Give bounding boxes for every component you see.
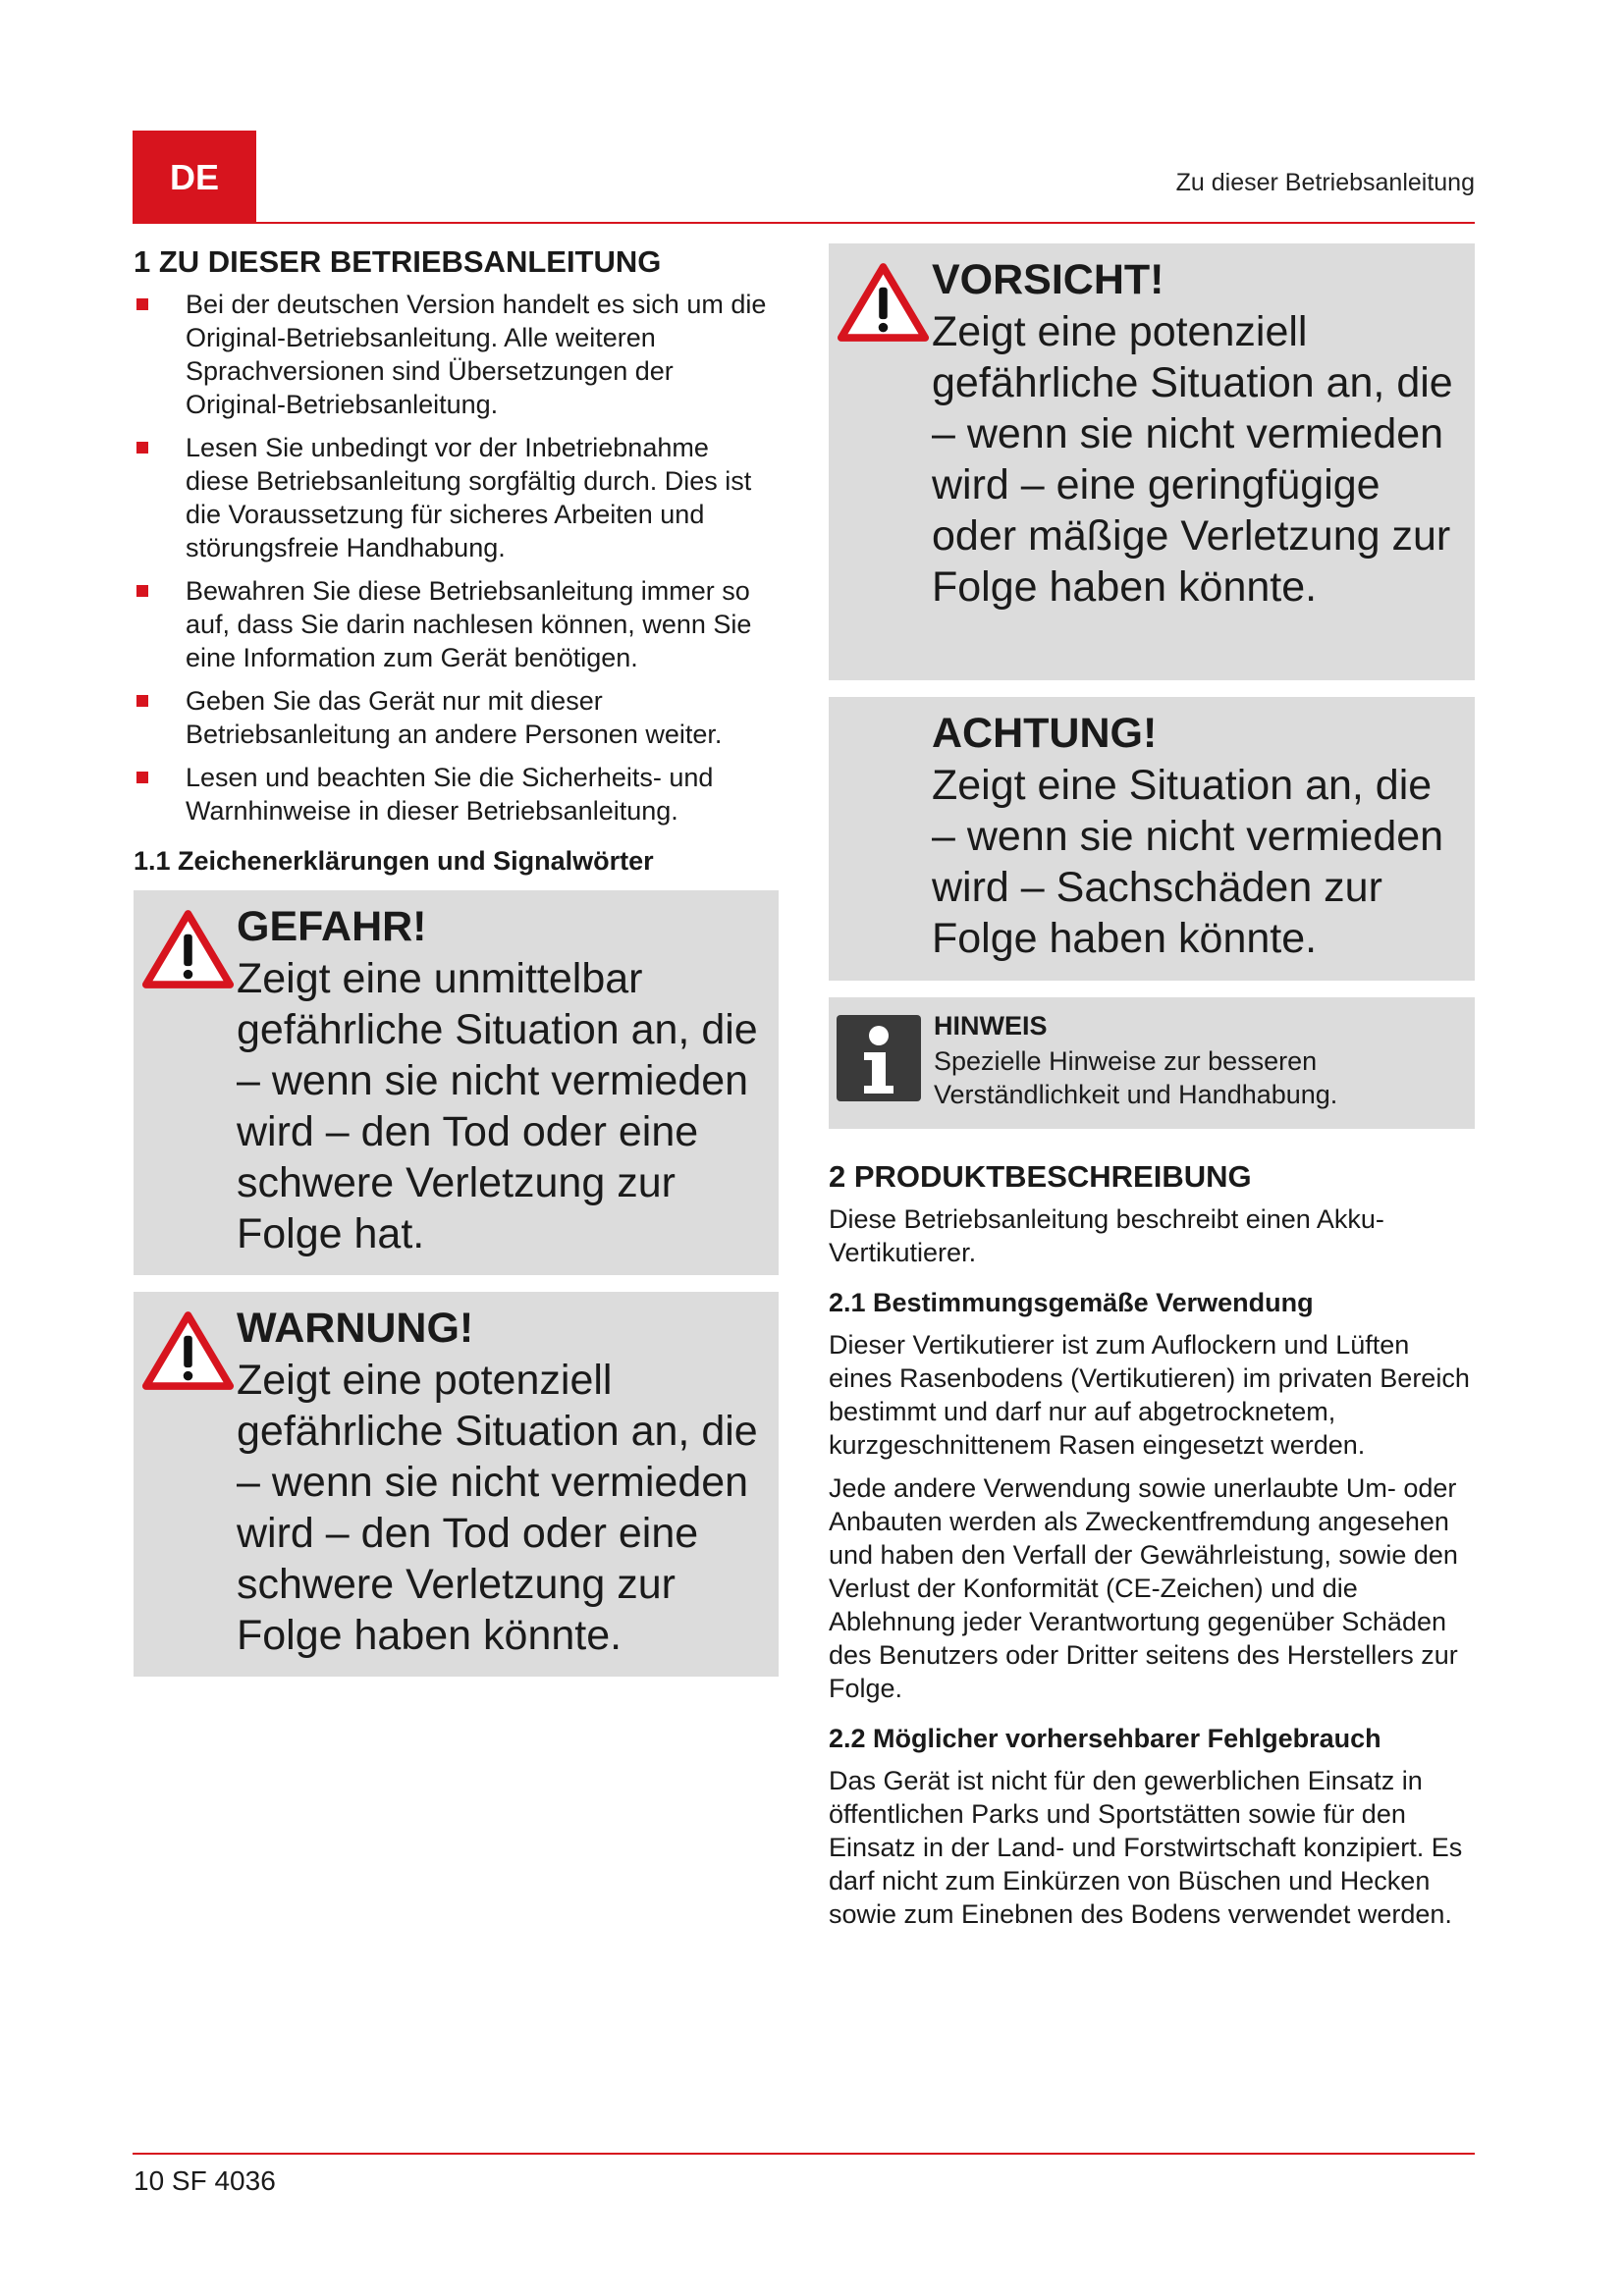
language-tab: DE [133, 131, 256, 224]
header-divider [133, 222, 1475, 224]
footer-divider [133, 2153, 1475, 2155]
notice-title: ACHTUNG! [932, 710, 1158, 757]
danger-callout [134, 890, 779, 1275]
list-item: Geben Sie das Gerät nur mit dieser Betriebsanleitung an andere Personen weiter. [134, 684, 779, 751]
bullet-square-icon [136, 298, 148, 310]
warning-triangle-icon [141, 1309, 235, 1392]
hint-text: Spezielle Hinweise zur besseren Verständlichkeit und Handhabung. [934, 1046, 1338, 1109]
info-icon [837, 1015, 921, 1101]
page-number: 10 SF 4036 [134, 2165, 276, 2196]
warning-triangle-icon [837, 261, 930, 344]
bullet-square-icon [136, 585, 148, 597]
subsection-2-1-title: 2.1 Bestimmungsgemäße Verwendung [829, 1288, 1314, 1318]
instruction-list [134, 288, 779, 828]
list-item: Bei der deutschen Version handelt es sich um die Original-Betriebsanleitung. Alle weiteren Sprachversionen sind Übersetzungen der Original-Betriebsanleitung. [134, 288, 779, 421]
subsection-1-1-title: 1.1 Zeichenerklärungen und Signalwörter [134, 846, 654, 877]
caution-text: Zeigt eine potenziell gefährliche Situation an, die – wenn sie nicht vermieden wird – eine geringfügige oder mäßige Verletzung zur Folge haben könnte. [932, 308, 1453, 611]
warning-triangle-icon [141, 908, 235, 990]
caution-title: VORSICHT! [932, 256, 1164, 303]
danger-text: Zeigt eine unmittelbar gefährliche Situation an, die – wenn sie nicht vermieden wird – den Tod oder eine schwere Verletzung zur Folge hat. [237, 954, 758, 1257]
hint-callout [829, 997, 1475, 1129]
right-column [829, 243, 1475, 1941]
list-item: Lesen und beachten Sie die Sicherheits- und Warnhinweise in dieser Betriebsanleitung. [134, 761, 779, 828]
bullet-square-icon [136, 442, 148, 454]
danger-title: GEFAHR! [237, 902, 427, 950]
caution-callout [829, 243, 1475, 680]
subsection-2-2-title: 2.2 Möglicher vorhersehbarer Fehlgebrauch [829, 1723, 1381, 1753]
list-item: Bewahren Sie diese Betriebsanleitung immer so auf, dass Sie darin nachlesen können, wenn Sie eine Information zum Gerät benötigen. [134, 574, 779, 674]
notice-text: Zeigt eine Situation an, die – wenn sie nicht vermieden wird – Sachschäden zur Folge haben könnte. [932, 762, 1444, 962]
warning-callout [134, 1292, 779, 1677]
subsection-2-2-text: Das Gerät ist nicht für den gewerblichen Einsatz in öffentlichen Parks und Sportstätten sowie für den Einsatz in der Land- und Forstwirtschaft konzipiert. Es darf nicht zum Einkürzen von Büschen und Hecken sowie zum Einebnen des Bodens verwendet werden. [829, 1765, 1463, 1929]
section-2-title: 2 PRODUKTBESCHREIBUNG [829, 1159, 1252, 1194]
warning-title: WARNUNG! [237, 1304, 474, 1352]
running-header-title: Zu dieser Betriebsanleitung [1175, 169, 1475, 196]
notice-callout [829, 697, 1475, 981]
left-column [134, 243, 779, 1677]
list-item: Lesen Sie unbedingt vor der Inbetriebnahme diese Betriebsanleitung sorgfältig durch. Dies ist die Voraussetzung für sicheres Arbeiten und störungsfreie Handhabung. [134, 431, 779, 564]
subsection-2-1-paragraph-2: Jede andere Verwendung sowie unerlaubte Um- oder Anbauten werden als Zweckentfremdung angesehen und haben den Verfall der Gewährleistung, sowie den Verlust der Konformität (CE-Zeichen) und die Ablehnung jeder Verantwortung gegenüber Schäden des Benutzers oder Dritter seitens des Herstellers zur Folge. [829, 1472, 1458, 1703]
warning-text: Zeigt eine potenziell gefährliche Situation an, die – wenn sie nicht vermieden wird – den Tod oder eine schwere Verletzung zur Folge haben könnte. [237, 1356, 758, 1659]
bullet-square-icon [136, 772, 148, 783]
hint-title: HINWEIS [934, 1011, 1048, 1041]
subsection-2-1-paragraph-1: Dieser Vertikutierer ist zum Auflockern und Lüften eines Rasenbodens (Vertikutieren) im privaten Bereich bestimmt und darf nur auf abgetrocknetem, kurzgeschnittenem Rasen eingesetzt werden. [829, 1329, 1470, 1460]
bullet-square-icon [136, 695, 148, 707]
section-1-title: 1 ZU DIESER BETRIEBSANLEITUNG [134, 244, 662, 279]
section-2-text: Diese Betriebsanleitung beschreibt einen Akku-Vertikutierer. [829, 1204, 1384, 1268]
